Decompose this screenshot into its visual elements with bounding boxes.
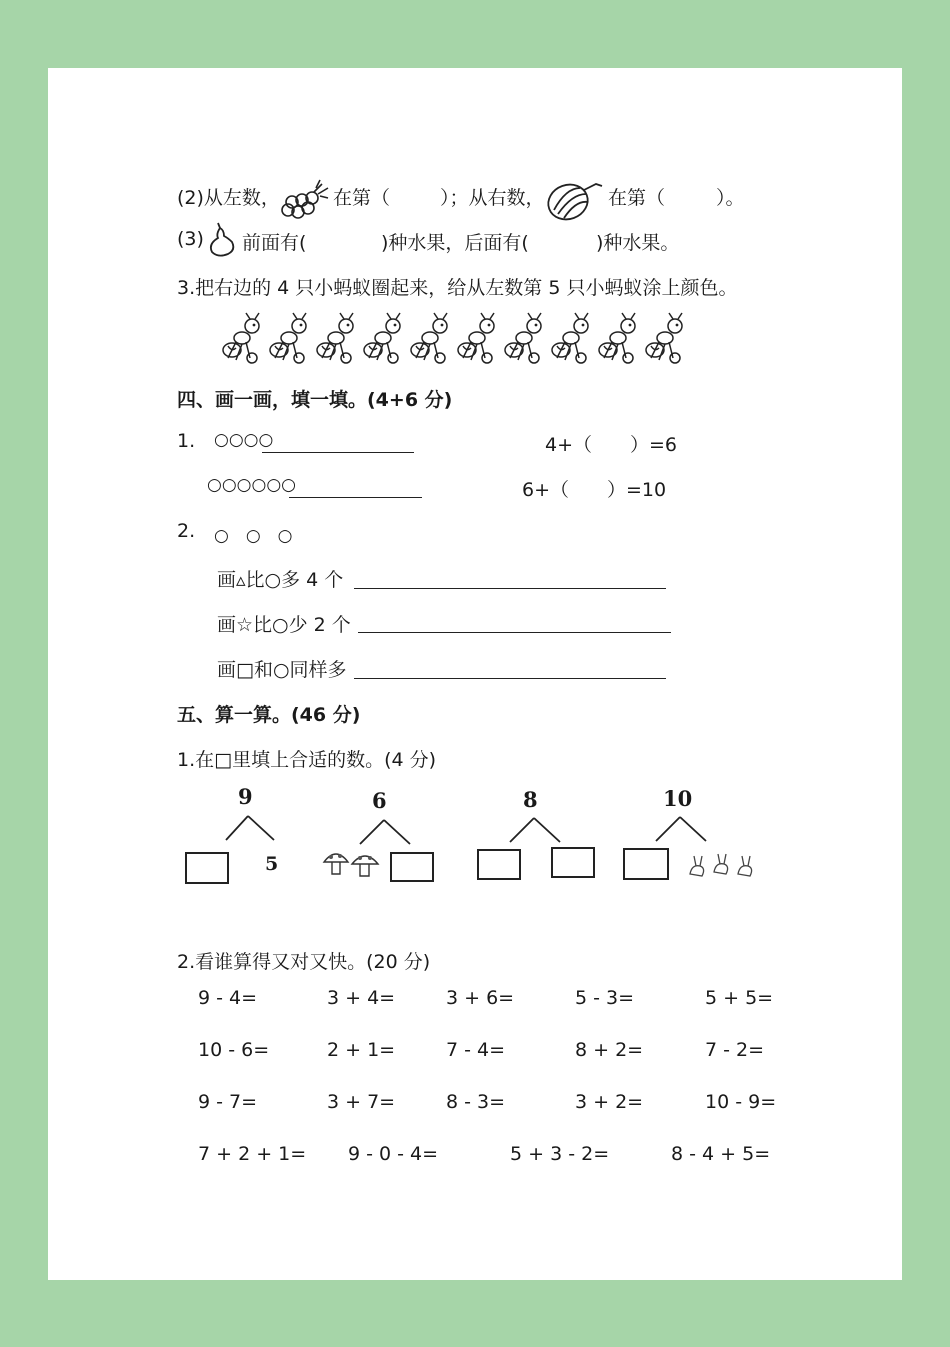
q2-2-close2: ）。 (716, 187, 745, 209)
s4-row1-equation: 4+（ ）=6 (545, 434, 678, 456)
ant-icon[interactable] (363, 312, 407, 368)
ant-icon[interactable] (269, 312, 313, 368)
q2-3-part3: )种水果。 (596, 232, 680, 254)
raspberry-icon (278, 178, 330, 222)
tree2-right-box[interactable] (390, 852, 434, 882)
s4-item2-circles: ○ ○ ○ (214, 526, 293, 546)
tree3-right-box[interactable] (551, 847, 595, 878)
calc-r2-c3: 7 - 4= (446, 1039, 506, 1061)
tree2-branches (358, 818, 414, 846)
calc-r3-c5: 10 - 9= (705, 1091, 777, 1113)
s4-item2-label: 2. (177, 520, 196, 542)
tree1-left-box[interactable] (185, 852, 229, 884)
tree1-right-number: 5 (265, 853, 279, 875)
pear-icon (206, 222, 240, 258)
draw-line-label-star: 画☆比○少 2 个 (217, 614, 351, 636)
calc-last-4: 8 - 4 + 5= (671, 1143, 771, 1165)
ant-icon[interactable] (504, 312, 548, 368)
calc-r1-c3: 3 + 6= (446, 987, 515, 1009)
calc-r2-c4: 8 + 2= (575, 1039, 644, 1061)
s4-row1-circles: ○○○○ (214, 430, 274, 450)
draw-line-triangle[interactable] (354, 588, 666, 589)
calc-r2-c2: 2 + 1= (327, 1039, 396, 1061)
q2-3-part2: )种水果，后面有( (381, 232, 529, 254)
draw-line-label-triangle: 画▵比○多 4 个 (217, 569, 344, 591)
tree1-top-number: 9 (238, 784, 253, 809)
calc-r3-c4: 3 + 2= (575, 1091, 644, 1113)
ant-icon[interactable] (645, 312, 689, 368)
tree1-branches (222, 814, 278, 842)
watermelon-icon (546, 180, 606, 222)
calc-r2-c1: 10 - 6= (198, 1039, 270, 1061)
rabbits-icon (686, 850, 758, 880)
ant-icon[interactable] (598, 312, 642, 368)
calc-last-2: 9 - 0 - 4= (348, 1143, 439, 1165)
s5-q1-text: 1.在□里填上合适的数。(4 分) (177, 749, 437, 771)
draw-line-star[interactable] (358, 632, 671, 633)
tree3-branches (508, 816, 564, 844)
q2-2-close1: ）；从右数， (440, 187, 545, 209)
calc-r1-c5: 5 + 5= (705, 987, 774, 1009)
ant-icon[interactable] (410, 312, 454, 368)
section5-title: 五、算一算。(46 分) (177, 704, 361, 726)
tree2-top-number: 6 (372, 788, 387, 813)
mushrooms-icon (322, 848, 380, 878)
calc-r1-c1: 9 - 4= (198, 987, 258, 1009)
draw-line-square[interactable] (354, 678, 666, 679)
tree4-left-box[interactable] (623, 848, 669, 880)
calc-r3-c2: 3 + 7= (327, 1091, 396, 1113)
q2-3-prefix: (3) (177, 228, 204, 250)
s4-row2-circles: ○○○○○○ (207, 475, 297, 495)
s4-row2-blank[interactable] (289, 497, 422, 498)
q3-text: 3.把右边的 4 只小蚂蚁圈起来，给从左数第 5 只小蚂蚁涂上颜色。 (177, 277, 738, 299)
s5-q2-text: 2.看谁算得又对又快。(20 分) (177, 951, 431, 973)
tree4-branches (654, 815, 710, 843)
q2-2-mid2: 在第（ (608, 187, 666, 209)
calc-last-1: 7 + 2 + 1= (198, 1143, 307, 1165)
draw-line-label-square: 画□和○同样多 (217, 659, 347, 681)
ant-icon[interactable] (457, 312, 501, 368)
s4-item1-label: 1. (177, 430, 196, 452)
calc-last-3: 5 + 3 - 2= (510, 1143, 610, 1165)
q2-2-prefix: (2)从左数， (177, 187, 280, 209)
section4-title: 四、画一画，填一填。(4+6 分) (177, 389, 453, 411)
ant-icon[interactable] (222, 312, 266, 368)
q2-3-part1: 前面有( (242, 232, 307, 254)
calc-r2-c5: 7 - 2= (705, 1039, 765, 1061)
ant-icon[interactable] (316, 312, 360, 368)
tree3-left-box[interactable] (477, 849, 521, 880)
calc-r1-c4: 5 - 3= (575, 987, 635, 1009)
calc-r3-c1: 9 - 7= (198, 1091, 258, 1113)
ant-row (222, 312, 702, 368)
calc-r1-c2: 3 + 4= (327, 987, 396, 1009)
q2-2-mid1: 在第（ (333, 187, 391, 209)
calc-r3-c3: 8 - 3= (446, 1091, 506, 1113)
s4-row1-blank[interactable] (262, 452, 414, 453)
tree4-top-number: 10 (663, 786, 693, 811)
tree3-top-number: 8 (523, 787, 538, 812)
s4-row2-equation: 6+（ ）=10 (522, 479, 667, 501)
ant-icon[interactable] (551, 312, 595, 368)
